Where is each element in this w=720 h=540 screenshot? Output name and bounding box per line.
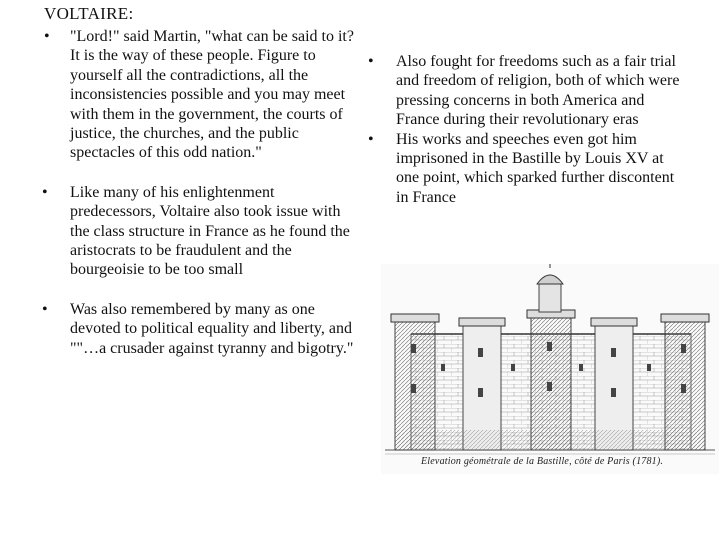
image-caption: Elevation géométrale de la Bastille, côté de Paris (1781). bbox=[421, 456, 664, 467]
bastille-engraving bbox=[381, 264, 719, 474]
bullet-item bbox=[40, 300, 358, 358]
bullet-item bbox=[366, 52, 684, 130]
slide-title: VOLTAIRE: bbox=[44, 4, 134, 23]
bullet-text: "Lord!" said Martin, "what can be said to it? It is the way of these people. Figure to yourself all the contradictions, all the inconsistencies possible and you may meet with them in the government, the courts of justice, the churches, and the public spectacles of this odd nation." bbox=[70, 28, 354, 162]
bullet-marker: • bbox=[42, 300, 48, 318]
bullet-item bbox=[40, 27, 358, 163]
bullet-marker: • bbox=[368, 53, 374, 70]
right-column bbox=[366, 52, 684, 207]
bullet-text: Also fought for freedoms such as a fair trial and freedom of religion, both of which were pressing concerns in both America and France during their revolutionary eras bbox=[396, 53, 680, 129]
bullet-text: Was also remembered by many as one devoted to political equality and liberty, and ""…a crusader against tyranny and bigotry." bbox=[70, 300, 354, 357]
bullet-marker: • bbox=[44, 28, 50, 45]
bullet-item bbox=[366, 130, 684, 208]
bullet-item bbox=[40, 183, 358, 280]
bullet-marker: • bbox=[42, 183, 48, 201]
bastille-illustration-icon bbox=[381, 264, 719, 474]
left-column bbox=[40, 27, 358, 358]
bullet-text: His works and speeches even got him imprisoned in the Bastille by Louis XV at one point, which sparked further discontent in France bbox=[396, 130, 675, 206]
bullet-marker: • bbox=[368, 130, 374, 148]
bullet-text: Like many of his enlightenment predecessors, Voltaire also took issue with the class structure in France as he found the aristocrats to be fraudulent and the bourgeoisie to be too small bbox=[70, 183, 350, 279]
